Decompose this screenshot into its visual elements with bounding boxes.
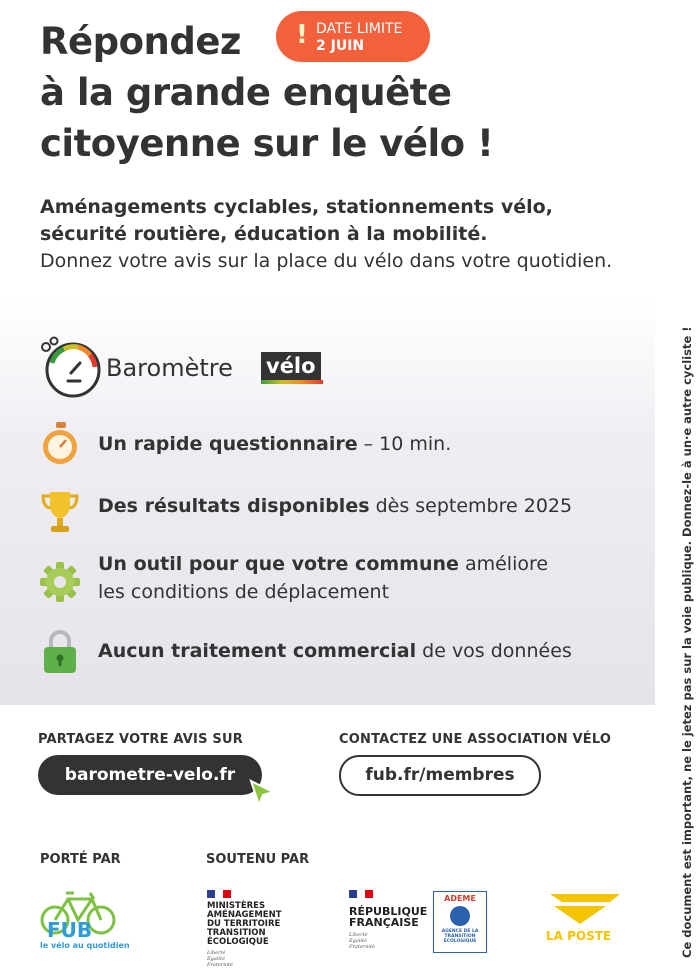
logo-color-bar xyxy=(261,380,323,384)
republic-flag-icon xyxy=(349,890,373,898)
republic-logo: RÉPUBLIQUE FRANÇAISE xyxy=(349,905,428,929)
feature-regular: de vos données xyxy=(416,640,572,662)
gauge-icon xyxy=(40,335,104,399)
supported-by-heading: SOUTENU PAR xyxy=(206,852,310,867)
ministry-motto: Liberté Égalité Fraternité xyxy=(207,950,233,968)
intro-text xyxy=(40,194,630,275)
logo-tag: vélo xyxy=(261,352,321,380)
ademe-subtitle: AGENCE DE LA TRANSITION ÉCOLOGIQUE xyxy=(441,929,479,944)
feature-regular: dès septembre 2025 xyxy=(369,495,573,517)
intro-bold: Aménagements cyclables, stationnements vélo, sécurité routière, éducation à la mobilité. xyxy=(40,196,553,245)
marianne-flag-icon xyxy=(207,890,231,898)
la-poste-name: LA POSTE xyxy=(546,929,612,943)
feature-item xyxy=(40,488,620,538)
deadline-date: 2 JUIN xyxy=(316,38,365,54)
svg-text:FUB: FUB xyxy=(47,918,93,942)
feature-bold: Des résultats disponibles xyxy=(98,495,370,517)
carried-by-heading: PORTÉ PAR xyxy=(40,852,121,867)
feature-regular: améliore les conditions de déplacement xyxy=(98,553,549,603)
feature-item xyxy=(40,627,620,681)
barometre-link-button[interactable]: barometre-velo.fr xyxy=(38,755,262,795)
ministry-logo: MINISTÈRES AMÉNAGEMENT DU TERRITOIRE TRANSITION ÉCOLOGIQUE xyxy=(207,901,282,947)
feature-bold: Aucun traitement commercial xyxy=(98,640,417,662)
stopwatch-icon xyxy=(40,420,80,468)
title-line-1: Répondez xyxy=(40,20,241,63)
republic-motto: Liberté Égalité Fraternité xyxy=(349,932,375,950)
logo-name: Baromètre xyxy=(106,354,233,382)
fub-members-link-button[interactable]: fub.fr/membres xyxy=(339,755,541,796)
cursor-icon xyxy=(248,778,276,808)
intro-regular: Donnez votre avis sur la place du vélo dans votre quotidien. xyxy=(40,250,613,272)
title-line-3: citoyenne sur le vélo ! xyxy=(40,122,494,165)
share-heading: PARTAGEZ VOTRE AVIS SUR xyxy=(38,732,243,747)
contact-heading: CONTACTEZ UNE ASSOCIATION VÉLO xyxy=(339,732,612,747)
feature-item xyxy=(40,420,620,470)
feature-bold: Un outil pour que votre commune xyxy=(98,553,459,575)
deadline-badge xyxy=(276,11,430,62)
barometre-logo xyxy=(40,335,340,399)
globe-icon xyxy=(450,906,470,926)
ademe-logo xyxy=(433,891,487,953)
feature-item xyxy=(40,553,620,616)
deadline-label: DATE LIMITE xyxy=(316,21,403,37)
gear-icon xyxy=(40,556,80,604)
feature-regular: – 10 min. xyxy=(357,433,452,455)
exclamation-icon: ! xyxy=(296,20,308,50)
title-line-2: à la grande enquête xyxy=(40,71,452,114)
side-note: Ce document est important, ne le jetez pas sur la voie publique. Donnez-le à un·e autre cycliste ! xyxy=(680,326,694,958)
feature-bold: Un rapide questionnaire xyxy=(98,433,358,455)
trophy-icon xyxy=(40,488,80,536)
fub-tagline: le vélo au quotidien xyxy=(40,941,130,950)
ademe-name: ADEME xyxy=(444,894,476,903)
padlock-icon xyxy=(40,627,80,675)
